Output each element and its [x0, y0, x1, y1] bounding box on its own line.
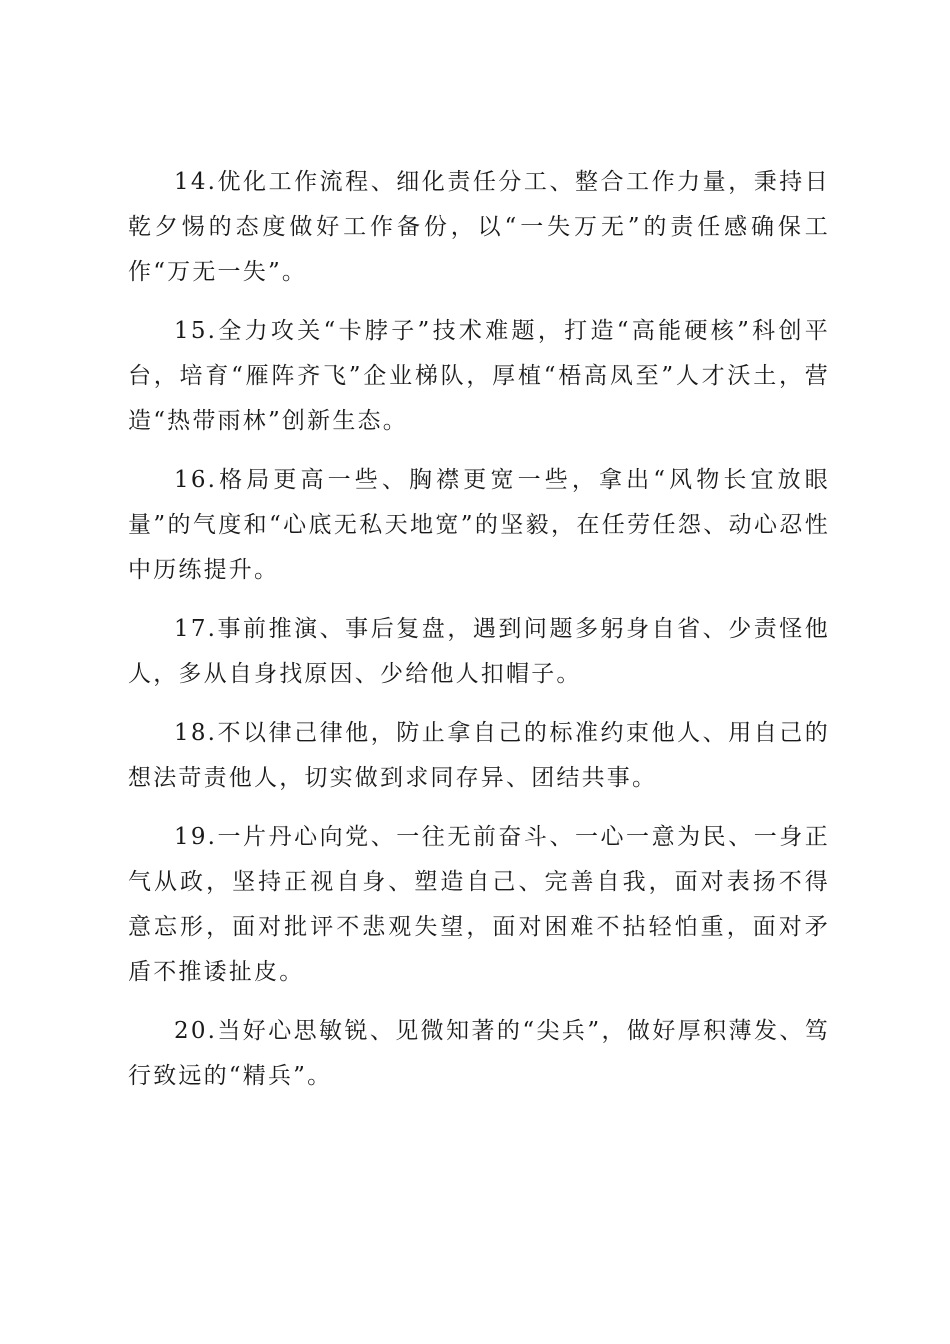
document-body — [128, 160, 830, 1113]
paragraph-18: 18.不以律己律他，防止拿自己的标准约束他人、用自己的想法苛责他人，切实做到求同存异、团结共事。 — [128, 720, 830, 791]
paragraph-19: 19.一片丹心向党、一往无前奋斗、一心一意为民、一身正气从政，坚持正视自身、塑造自己、完善自我，面对表扬不得意忘形，面对批评不悲观失望，面对困难不拈轻怕重，面对矛盾不推诿扯皮。 — [128, 824, 830, 985]
paragraph-15: 15.全力攻关“卡脖子”技术难题，打造“高能硬核”科创平台，培育“雁阵齐飞”企业梯队，厚植“梧高凤至”人才沃土，营造“热带雨林”创新生态。 — [128, 318, 830, 434]
paragraph-17: 17.事前推演、事后复盘，遇到问题多躬身自省、少责怪他人，多从自身找原因、少给他人扣帽子。 — [128, 616, 830, 687]
paragraph-16: 16.格局更高一些、胸襟更宽一些，拿出“风物长宜放眼量”的气度和“心底无私天地宽”的坚毅，在任劳任怨、动心忍性中历练提升。 — [128, 467, 830, 583]
paragraph-14: 14.优化工作流程、细化责任分工、整合工作力量，秉持日乾夕惕的态度做好工作备份，以“一失万无”的责任感确保工作“万无一失”。 — [128, 169, 830, 285]
paragraph-20: 20.当好心思敏锐、见微知著的“尖兵”，做好厚积薄发、笃行致远的“精兵”。 — [128, 1018, 830, 1089]
